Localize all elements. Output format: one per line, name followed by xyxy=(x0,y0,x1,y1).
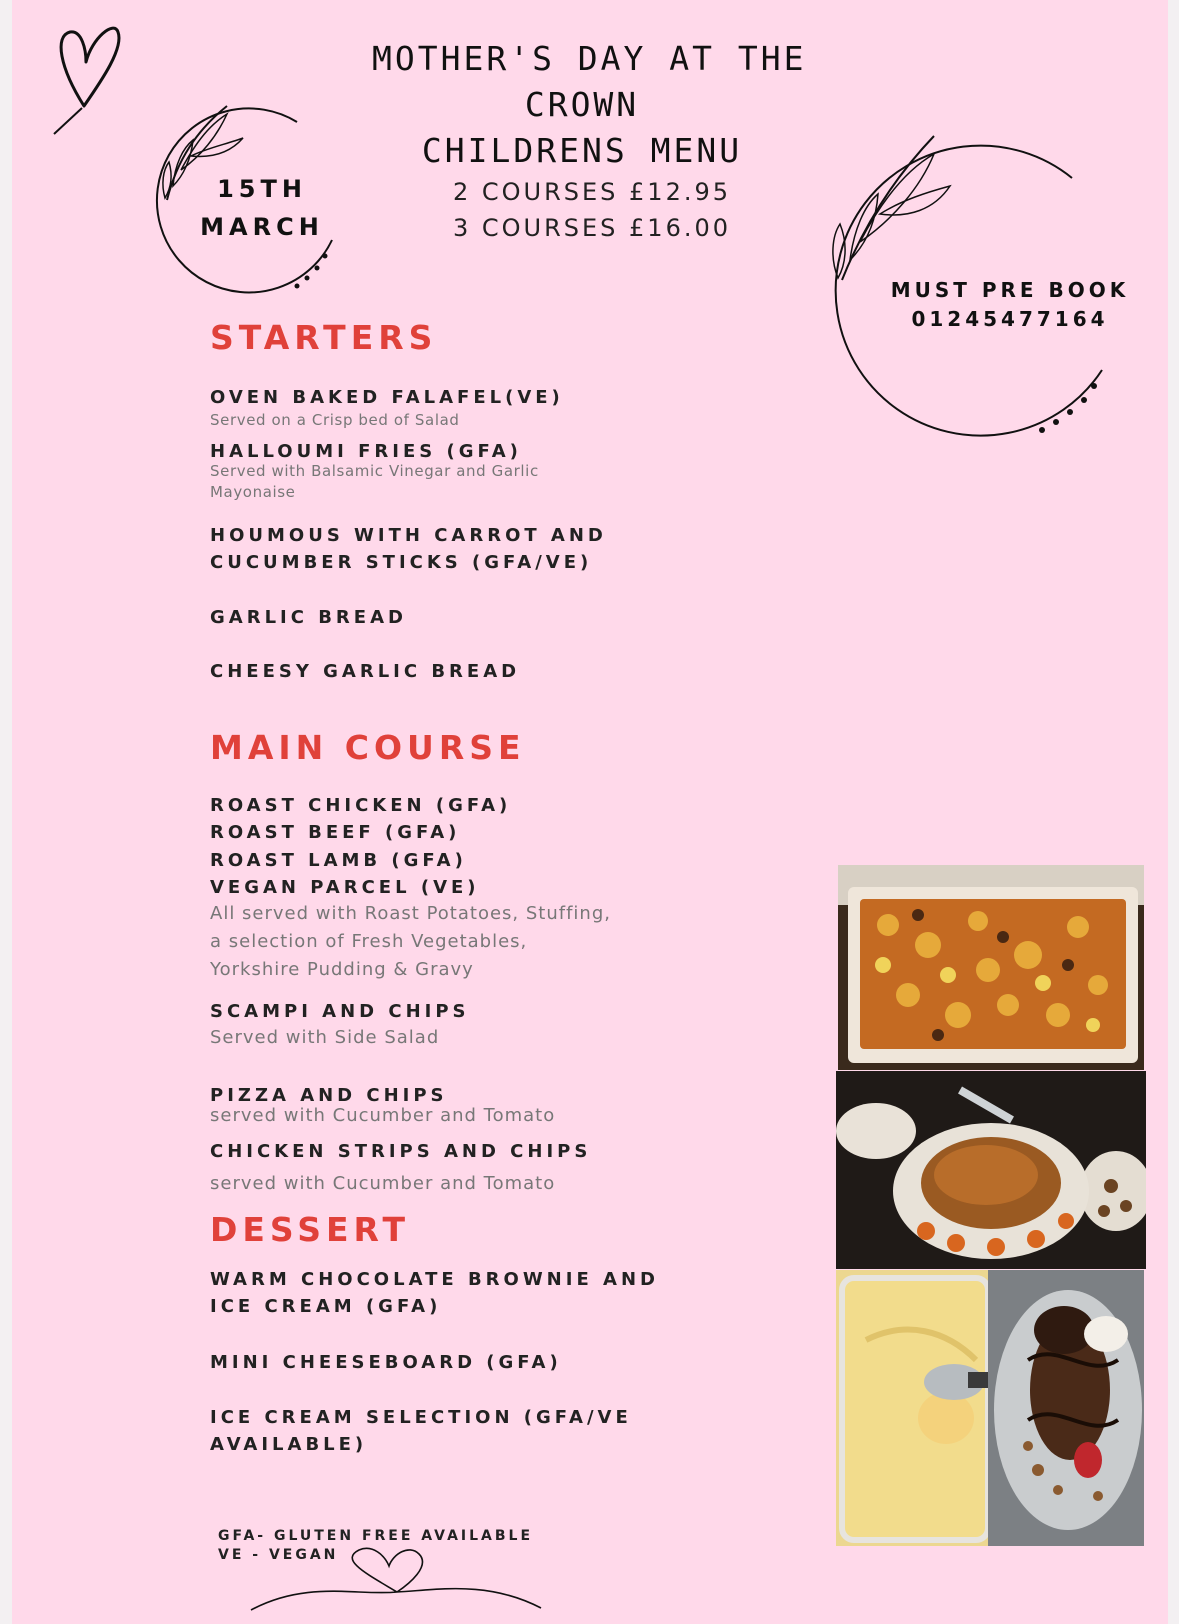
menu-item-name: AVAILABLE) xyxy=(210,1434,368,1455)
menu-item-name: WARM CHOCOLATE BROWNIE AND xyxy=(210,1269,659,1290)
menu-item-desc: Yorkshire Pudding & Gravy xyxy=(210,959,474,980)
prebook-notice: MUST PRE BOOK 01245477164 xyxy=(850,276,1168,334)
menu-item-desc: Mayonaise xyxy=(210,483,296,501)
menu-item-name: CHEESY GARLIC BREAD xyxy=(210,661,521,682)
menu-item-name: PIZZA AND CHIPS xyxy=(210,1085,448,1106)
main-course-heading: MAIN COURSE xyxy=(210,728,526,767)
menu-item-desc: Served on a Crisp bed of Salad xyxy=(210,411,460,429)
phone-number: 01245477164 xyxy=(911,307,1109,331)
brownie-dessert-photo xyxy=(988,1270,1144,1546)
menu-item-name: SCAMPI AND CHIPS xyxy=(210,1001,470,1022)
menu-item-desc: Served with Balsamic Vinegar and Garlic xyxy=(210,462,539,480)
heart-doodle-icon xyxy=(52,18,142,138)
dessert-heading: DESSERT xyxy=(210,1210,410,1249)
menu-item-desc: All served with Roast Potatoes, Stuffing, xyxy=(210,903,611,924)
menu-item-name: HOUMOUS WITH CARROT AND xyxy=(210,525,607,546)
menu-page xyxy=(12,0,1168,1624)
menu-item-desc: a selection of Fresh Vegetables, xyxy=(210,931,528,952)
ice-cream-tub-photo xyxy=(836,1270,988,1546)
menu-item-name: ROAST CHICKEN (GFA) xyxy=(210,795,512,816)
menu-item-name: GARLIC BREAD xyxy=(210,607,407,628)
menu-item-name: OVEN BAKED FALAFEL(VE) xyxy=(210,387,564,408)
menu-item-name: ROAST LAMB (GFA) xyxy=(210,850,467,871)
menu-item-name: ICE CREAM (GFA) xyxy=(210,1296,442,1317)
roast-vegetables-photo xyxy=(838,865,1144,1070)
menu-item-name: CUCUMBER STICKS (GFA/VE) xyxy=(210,552,593,573)
date-label: 15TH MARCH xyxy=(200,175,324,241)
menu-item-name: ICE CREAM SELECTION (GFA/VE xyxy=(210,1407,632,1428)
menu-item-name: CHICKEN STRIPS AND CHIPS xyxy=(210,1141,592,1162)
course-prices: 2 COURSES £12.95 3 COURSES £16.00 xyxy=(452,178,732,242)
page-title: MOTHER'S DAY AT THE CROWN CHILDRENS MENU xyxy=(372,39,807,170)
allergen-key: GFA- GLUTEN FREE AVAILABLE VE - VEGAN xyxy=(218,1528,534,1563)
menu-item-desc: served with Cucumber and Tomato xyxy=(210,1173,556,1194)
starters-heading: STARTERS xyxy=(210,318,438,357)
roast-chicken-photo xyxy=(836,1071,1146,1269)
menu-item-name: HALLOUMI FRIES (GFA) xyxy=(210,441,522,462)
menu-item-desc: served with Cucumber and Tomato xyxy=(210,1105,556,1126)
menu-item-desc: Served with Side Salad xyxy=(210,1027,440,1048)
menu-item-name: MINI CHEESEBOARD (GFA) xyxy=(210,1352,562,1373)
menu-item-name: VEGAN PARCEL (VE) xyxy=(210,877,480,898)
menu-item-name: ROAST BEEF (GFA) xyxy=(210,822,461,843)
heart-flourish-icon xyxy=(247,1540,547,1620)
